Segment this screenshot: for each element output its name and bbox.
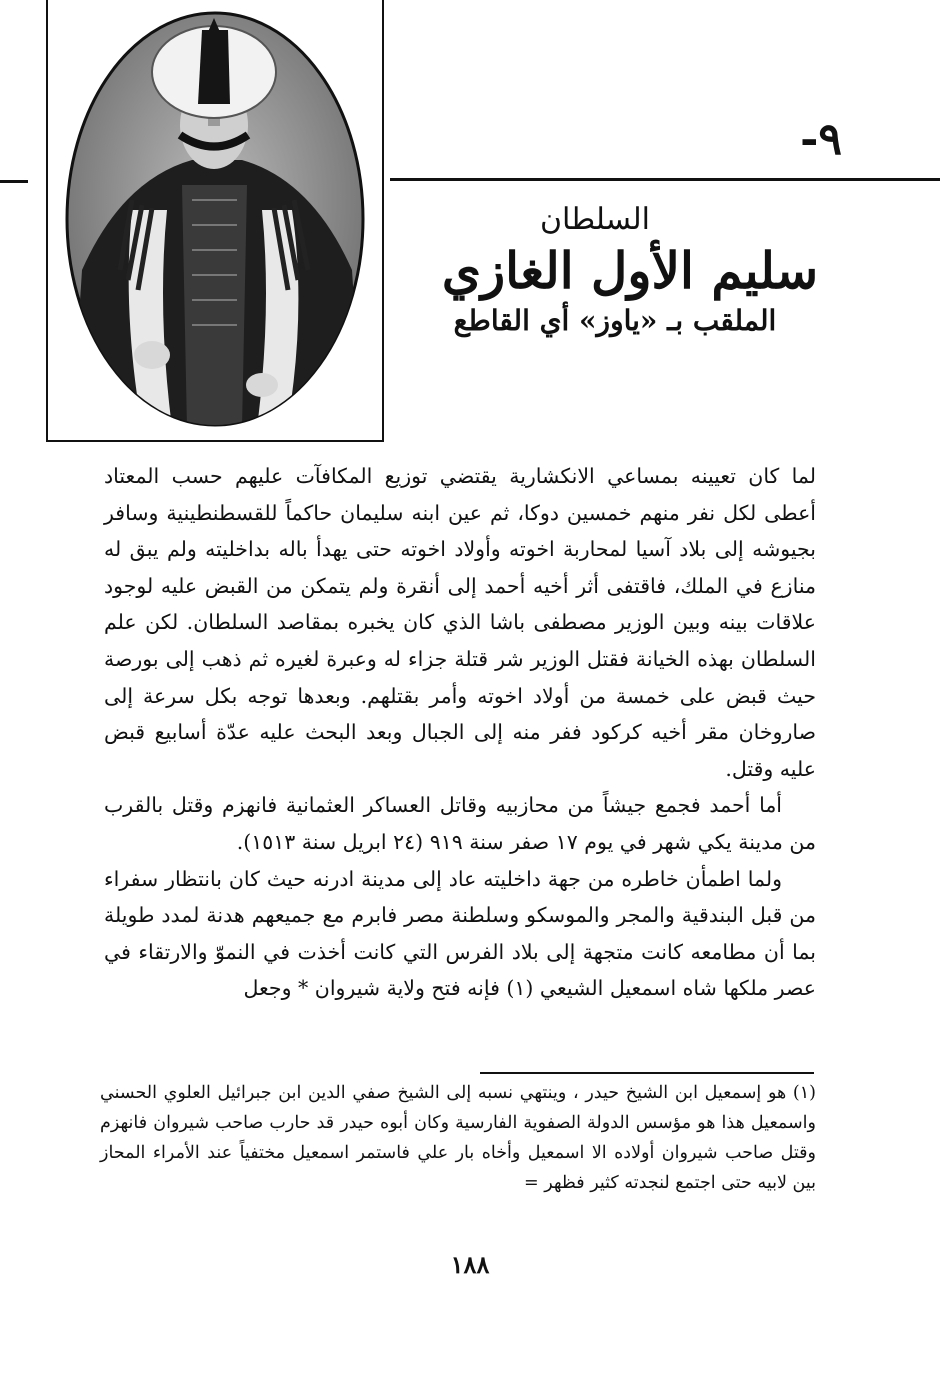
body-paragraph: أما أحمد فجمع جيشاً من محازبيه وقاتل العساكر العثمانية فانهزم وقتل بالقرب من مدينة يكي شهر في يوم ١٧ صفر سنة ٩١٩ (٢٤ ابريل سنة ١٥١٣). <box>104 793 816 854</box>
header-rule-left <box>0 180 28 183</box>
footnote-rule <box>480 1072 814 1074</box>
portrait-of-sultan-icon <box>62 10 368 428</box>
footnotes <box>100 1078 816 1198</box>
title-laqab: الملقب بـ «ياوز» أي القاطع <box>453 304 777 337</box>
footnote: (١) هو إسمعيل ابن الشيخ حيدر ، وينتهي نسبه إلى الشيخ صفي الدين ابن جبرائيل العلوي الحسني واسمعيل هذا هو مؤسس الدولة الصفوية الفارسية وكان أبوه حيدر قد حارب صاحب شيروان فانهزم وقتل صاحب شيروان أولاده الا اسمعيل وأخاه بار علي فاستمر اسمعيل مختفياً عند الأمراء المحاز بين لابيه حتى اجتمع لنجدته كثير فظهر = <box>100 1083 816 1193</box>
header-rule-right <box>390 178 940 181</box>
chapter-title <box>420 200 840 340</box>
page-number: ١٨٨ <box>450 1250 490 1279</box>
body-paragraph: ولما اطمأن خاطره من جهة داخليته عاد إلى مدينة ادرنه حيث كان بانتظار سفراء من قبل البندقية والمجر والموسكو وسلطنة مصر فابرم مع جميعهم هدنة لمدد طويلة بما أن مطامعه كانت متجهة إلى بلاد الفرس التي كانت أخذت في النموّ والارتقاء في عصر ملكها شاه اسمعيل الشيعي (١) فإنه فتح ولاية شيروان * وجعل <box>104 866 816 1001</box>
chapter-number: ٩- <box>800 114 842 165</box>
title-name: سليم الأول الغازي <box>441 241 819 300</box>
title-sultan: السلطان <box>540 202 650 237</box>
body-text <box>104 458 816 1007</box>
portrait-frame <box>46 0 384 442</box>
body-paragraph: لما كان تعيينه بمساعي الانكشارية يقتضي توزيع المكافآت عليهم حسب المعتاد أعطى لكل نفر منهم خمسين دوكا، ثم عين ابنه سليمان حاكماً للقسطنطينية وسافر بجيوشه إلى بلاد آسيا لمحاربة اخوته وأولاد اخوته حتى يهدأ باله بداخليته ولم يبق له منازع في الملك، فاقتفى أثر أخيه أحمد إلى أنقرة ولم يتمكن من القبض عليه لوجود علاقات بينه وبين الوزير مصطفى باشا الذي كان يخبره بمقاصد السلطان. لكن علم السلطان بهذه الخيانة فقتل الوزير شر قتلة جزاء له وعبرة لغيره ثم ذهب إلى بورصة حيث قبض على خمسة من أولاد اخوته وأمر بقتلهم. وبعدها توجه بكل سرعة إلى صاروخان مقر أخيه كركود ففر منه إلى الجبال وبعد البحث عليه عدّة أسابيع قبض عليه وقتل. <box>104 464 816 781</box>
